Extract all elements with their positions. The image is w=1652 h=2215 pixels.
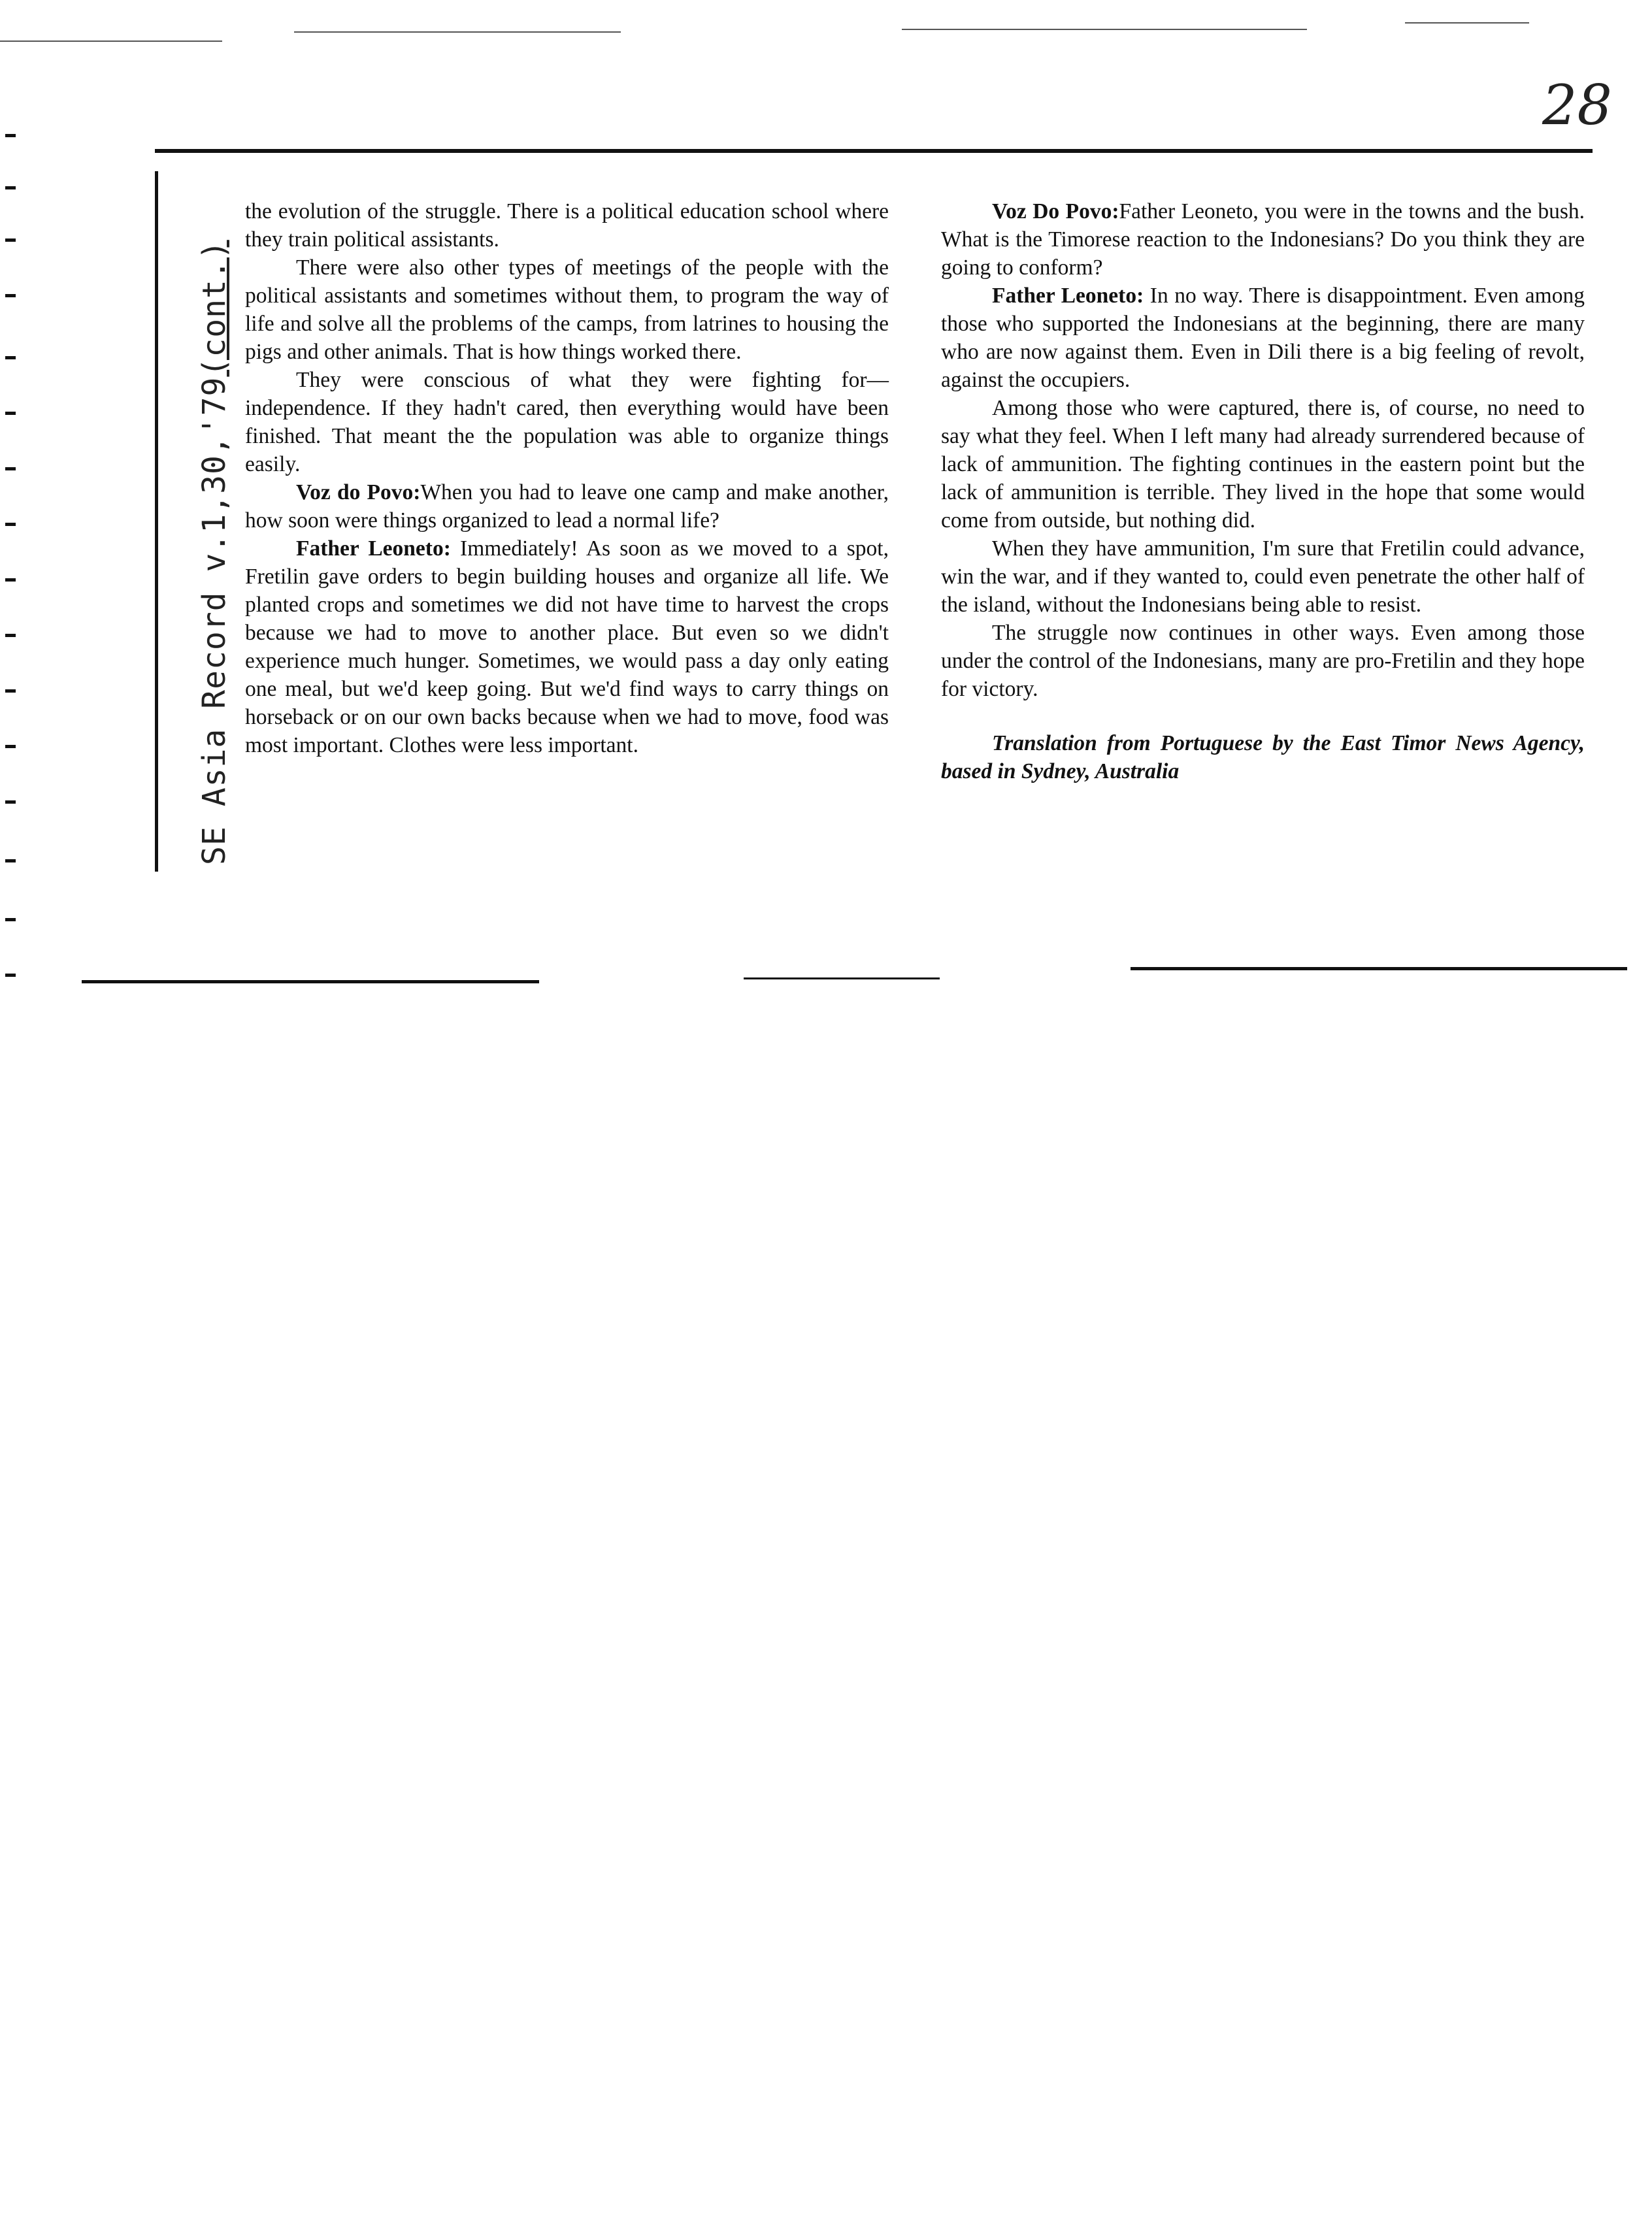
margin-tick — [5, 186, 16, 189]
paragraph-text: Among those who were captured, there is, of course, no need to say what they feel. When I left many had already surrendered because of lack of ammunition. The fighting continues in the eastern point but the lack of ammunition is terrible. They lived in the hope that some would come from outside, but nothing did. — [941, 396, 1585, 533]
scan-artifact-line — [1405, 22, 1529, 24]
article-paragraph — [245, 197, 889, 254]
margin-tick — [5, 523, 16, 526]
page-number: 28 — [1542, 73, 1612, 137]
scan-artifact-line — [294, 31, 621, 33]
article-paragraph — [245, 254, 889, 366]
article-paragraph — [941, 619, 1585, 703]
margin-tick — [5, 412, 16, 415]
margin-tick — [5, 356, 16, 359]
speaker-label: Voz do Povo: — [296, 480, 421, 504]
paragraph-text: the evolution of the struggle. There is a political education school where they train political assistants. — [245, 199, 889, 252]
margin-tick — [5, 745, 16, 748]
article-column-right — [941, 197, 1585, 785]
paragraph-text: In no way. There is disappointment. Even among those who supported the Indonesians at the beginning, there are many who are now against them. Even in Dili there is a big feeling of revolt, against the occupiers. — [941, 284, 1585, 392]
margin-tick — [5, 974, 16, 977]
bottom-rule-left — [82, 980, 539, 983]
margin-tick — [5, 238, 16, 242]
translation-credit: Translation from Portuguese by the East Timor News Agency, based in Sydney, Australia — [941, 731, 1585, 783]
source-citation-text: SE Asia Record v.1,30,'79 — [196, 376, 233, 865]
scan-artifact-line — [902, 29, 1307, 30]
article-paragraph — [245, 366, 889, 478]
paragraph-text: There were also other types of meetings of the people with the political assistants and sometimes without them, to program the way of life and solve all the problems of the camps, from latrines to housing the pigs and other animals. That is how things worked there. — [245, 255, 889, 364]
article-paragraph — [245, 534, 889, 759]
speaker-label: Father Leoneto: — [992, 284, 1144, 308]
margin-tick — [5, 918, 16, 921]
bottom-rule-right — [1131, 967, 1627, 970]
clipping-frame-top — [155, 149, 1593, 153]
article-paragraph — [941, 197, 1585, 282]
margin-tick — [5, 800, 16, 804]
source-citation-suffix: (cont.) — [196, 240, 233, 377]
speaker-label: Father Leoneto: — [296, 536, 451, 561]
speaker-label: Voz Do Povo: — [992, 199, 1119, 223]
paragraph-text: Immediately! As soon as we moved to a spot, Fretilin gave orders to begin building houses and organize all life. We planted crops and sometimes we did not have time to harvest the crops because we had to move to another place. But even so we didn't experience much hunger. Sometimes, we would pass a day only eating one meal, but we'd keep going. But we'd find ways to carry things on horseback or on our own backs because when we had to move, food was most important. Clothes were less important. — [245, 536, 889, 757]
paragraph-text: They were conscious of what they were fighting for—independence. If they hadn't cared, then everything would have been finished. That meant the the population was able to organize things easily. — [245, 368, 889, 476]
article-paragraph — [941, 282, 1585, 394]
article-paragraph — [245, 478, 889, 534]
source-citation — [196, 240, 233, 865]
article-column-left — [245, 197, 889, 759]
margin-tick — [5, 689, 16, 693]
paragraph-text: The struggle now continues in other ways. Even among those under the control of the Indonesians, many are pro-Fretilin and they hope for victory. — [941, 621, 1585, 701]
paragraph-text: When you had to leave one camp and make another, how soon were things organized to lead a normal life? — [245, 480, 889, 533]
margin-tick — [5, 294, 16, 297]
article-paragraph — [941, 534, 1585, 619]
margin-tick — [5, 467, 16, 470]
bottom-rule-middle — [744, 977, 940, 979]
paragraph-text: Father Leoneto, you were in the towns and the bush. What is the Timorese reaction to the Indonesians? Do you think they are going to conform? — [941, 199, 1585, 280]
scan-artifact-line — [0, 41, 222, 42]
margin-tick — [5, 578, 16, 582]
article-paragraph — [941, 394, 1585, 534]
paragraph-text: When they have ammunition, I'm sure that Fretilin could advance, win the war, and if they wanted to, could even penetrate the other half of the island, without the Indonesians being able to resist. — [941, 536, 1585, 617]
margin-tick — [5, 634, 16, 637]
clipping-frame-left — [155, 171, 158, 872]
margin-tick — [5, 859, 16, 862]
margin-tick — [5, 134, 16, 137]
